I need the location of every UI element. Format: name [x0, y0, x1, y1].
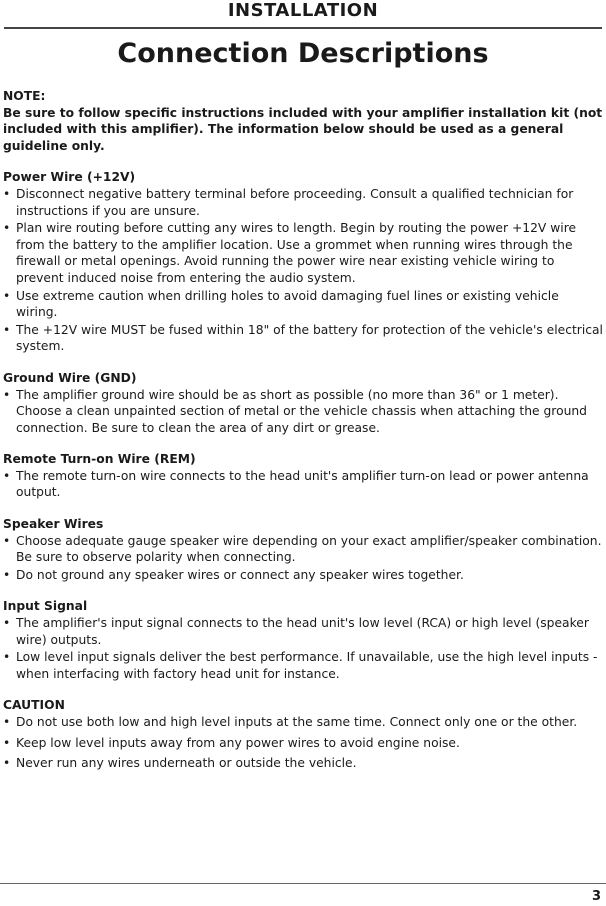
- bullet-icon: •: [3, 616, 11, 631]
- list-item: [3, 615, 603, 648]
- list-item: [3, 533, 603, 566]
- list-item-text: The +12V wire MUST be fused within 18" of the battery for protection of the vehicle's electrical system.: [16, 322, 603, 354]
- list-item: [3, 322, 603, 355]
- section-header: INSTALLATION: [227, 0, 379, 21]
- bullet-list: [3, 387, 603, 437]
- list-item: [3, 735, 603, 752]
- list-item-text: Choose adequate gauge speaker wire depending on your exact amplifier/speaker combination. Be sure to observe polarity when connecting.: [16, 533, 602, 565]
- note-text: Be sure to follow specific instructions included with your amplifier installation kit (not included with this amplifier). The information below should be used as a general guideline only.: [3, 105, 603, 153]
- section-caution: [3, 697, 603, 771]
- sections-container: [3, 169, 603, 771]
- list-item-text: Keep low level inputs away from any power wires to avoid engine noise.: [16, 735, 460, 750]
- list-item-text: Disconnect negative battery terminal before proceeding. Consult a qualified technician for instructions if you are unsure.: [16, 186, 574, 218]
- section-title: Power Wire (+12V): [3, 170, 136, 185]
- section-power-wire-12v: [3, 169, 603, 355]
- list-item-text: Use extreme caution when drilling holes to avoid damaging fuel lines or existing vehicle wiring.: [16, 288, 559, 320]
- bullet-icon: •: [3, 756, 11, 771]
- bullet-icon: •: [3, 221, 11, 236]
- bullet-icon: •: [3, 468, 11, 483]
- list-item: [3, 755, 603, 772]
- section-ground-wire-gnd: [3, 370, 603, 436]
- bullet-list: [3, 533, 603, 584]
- list-item: [3, 186, 603, 219]
- section-speaker-wires: [3, 516, 603, 583]
- bullet-icon: •: [3, 735, 11, 750]
- list-item-text: Do not ground any speaker wires or connect any speaker wires together.: [16, 567, 464, 582]
- list-item-text: The remote turn-on wire connects to the head unit's amplifier turn-on lead or power antenna output.: [16, 468, 589, 500]
- note-label: NOTE:: [3, 89, 46, 103]
- document-body: [3, 88, 603, 776]
- list-item-text: Plan wire routing before cutting any wires to length. Begin by routing the power +12V wire from the battery to the amplifier location. Use a grommet when running wires through the firewall or metal openings. Avoid running the power wire near existing vehicle wiring to prevent induced noise from entering the audio system.: [16, 221, 577, 285]
- bullet-list: [3, 468, 603, 501]
- bullet-icon: •: [3, 533, 11, 548]
- list-item: [3, 649, 603, 682]
- note-block: [3, 88, 603, 154]
- bullet-icon: •: [3, 715, 11, 729]
- bullet-icon: •: [3, 387, 11, 402]
- section-title: Ground Wire (GND): [3, 370, 137, 385]
- page-title: Connection Descriptions: [117, 38, 489, 69]
- list-item-text: Do not use both low and high level inputs at the same time. Connect only one or the other.: [16, 715, 578, 729]
- bullet-list: [3, 186, 603, 355]
- header-divider: [4, 27, 602, 29]
- list-item-text: Never run any wires underneath or outside the vehicle.: [16, 756, 357, 771]
- bullet-list: [3, 714, 603, 772]
- bullet-icon: •: [3, 650, 11, 665]
- bullet-icon: •: [3, 288, 11, 303]
- section-title: Speaker Wires: [3, 517, 104, 532]
- list-item-text: Low level input signals deliver the best performance. If unavailable, use the high level inputs - when interfacing with factory head unit for instance.: [16, 650, 598, 681]
- section-remote-turn-on-wire-rem: [3, 451, 603, 501]
- list-item: [3, 714, 603, 731]
- bullet-icon: •: [3, 186, 11, 201]
- section-title: CAUTION: [3, 698, 65, 713]
- section-title: Input Signal: [3, 599, 88, 614]
- list-item: [3, 468, 603, 501]
- bullet-list: [3, 615, 603, 682]
- bullet-icon: •: [3, 322, 11, 337]
- page-number: 3: [591, 889, 601, 904]
- bullet-icon: •: [3, 567, 11, 582]
- section-input-signal: [3, 598, 603, 682]
- list-item: [3, 220, 603, 286]
- list-item: [3, 288, 603, 321]
- list-item-text: The amplifier's input signal connects to the head unit's low level (RCA) or high level (speaker wire) outputs.: [16, 616, 589, 647]
- list-item: [3, 387, 603, 437]
- footer-divider: [0, 883, 606, 884]
- list-item: [3, 567, 603, 584]
- list-item-text: The amplifier ground wire should be as short as possible (no more than 36" or 1 meter). Choose a clean unpainted section of metal or the vehicle chassis when attaching the ground connection. Be sure to clean the area of any dirt or grease.: [16, 387, 587, 435]
- section-title: Remote Turn-on Wire (REM): [3, 452, 196, 467]
